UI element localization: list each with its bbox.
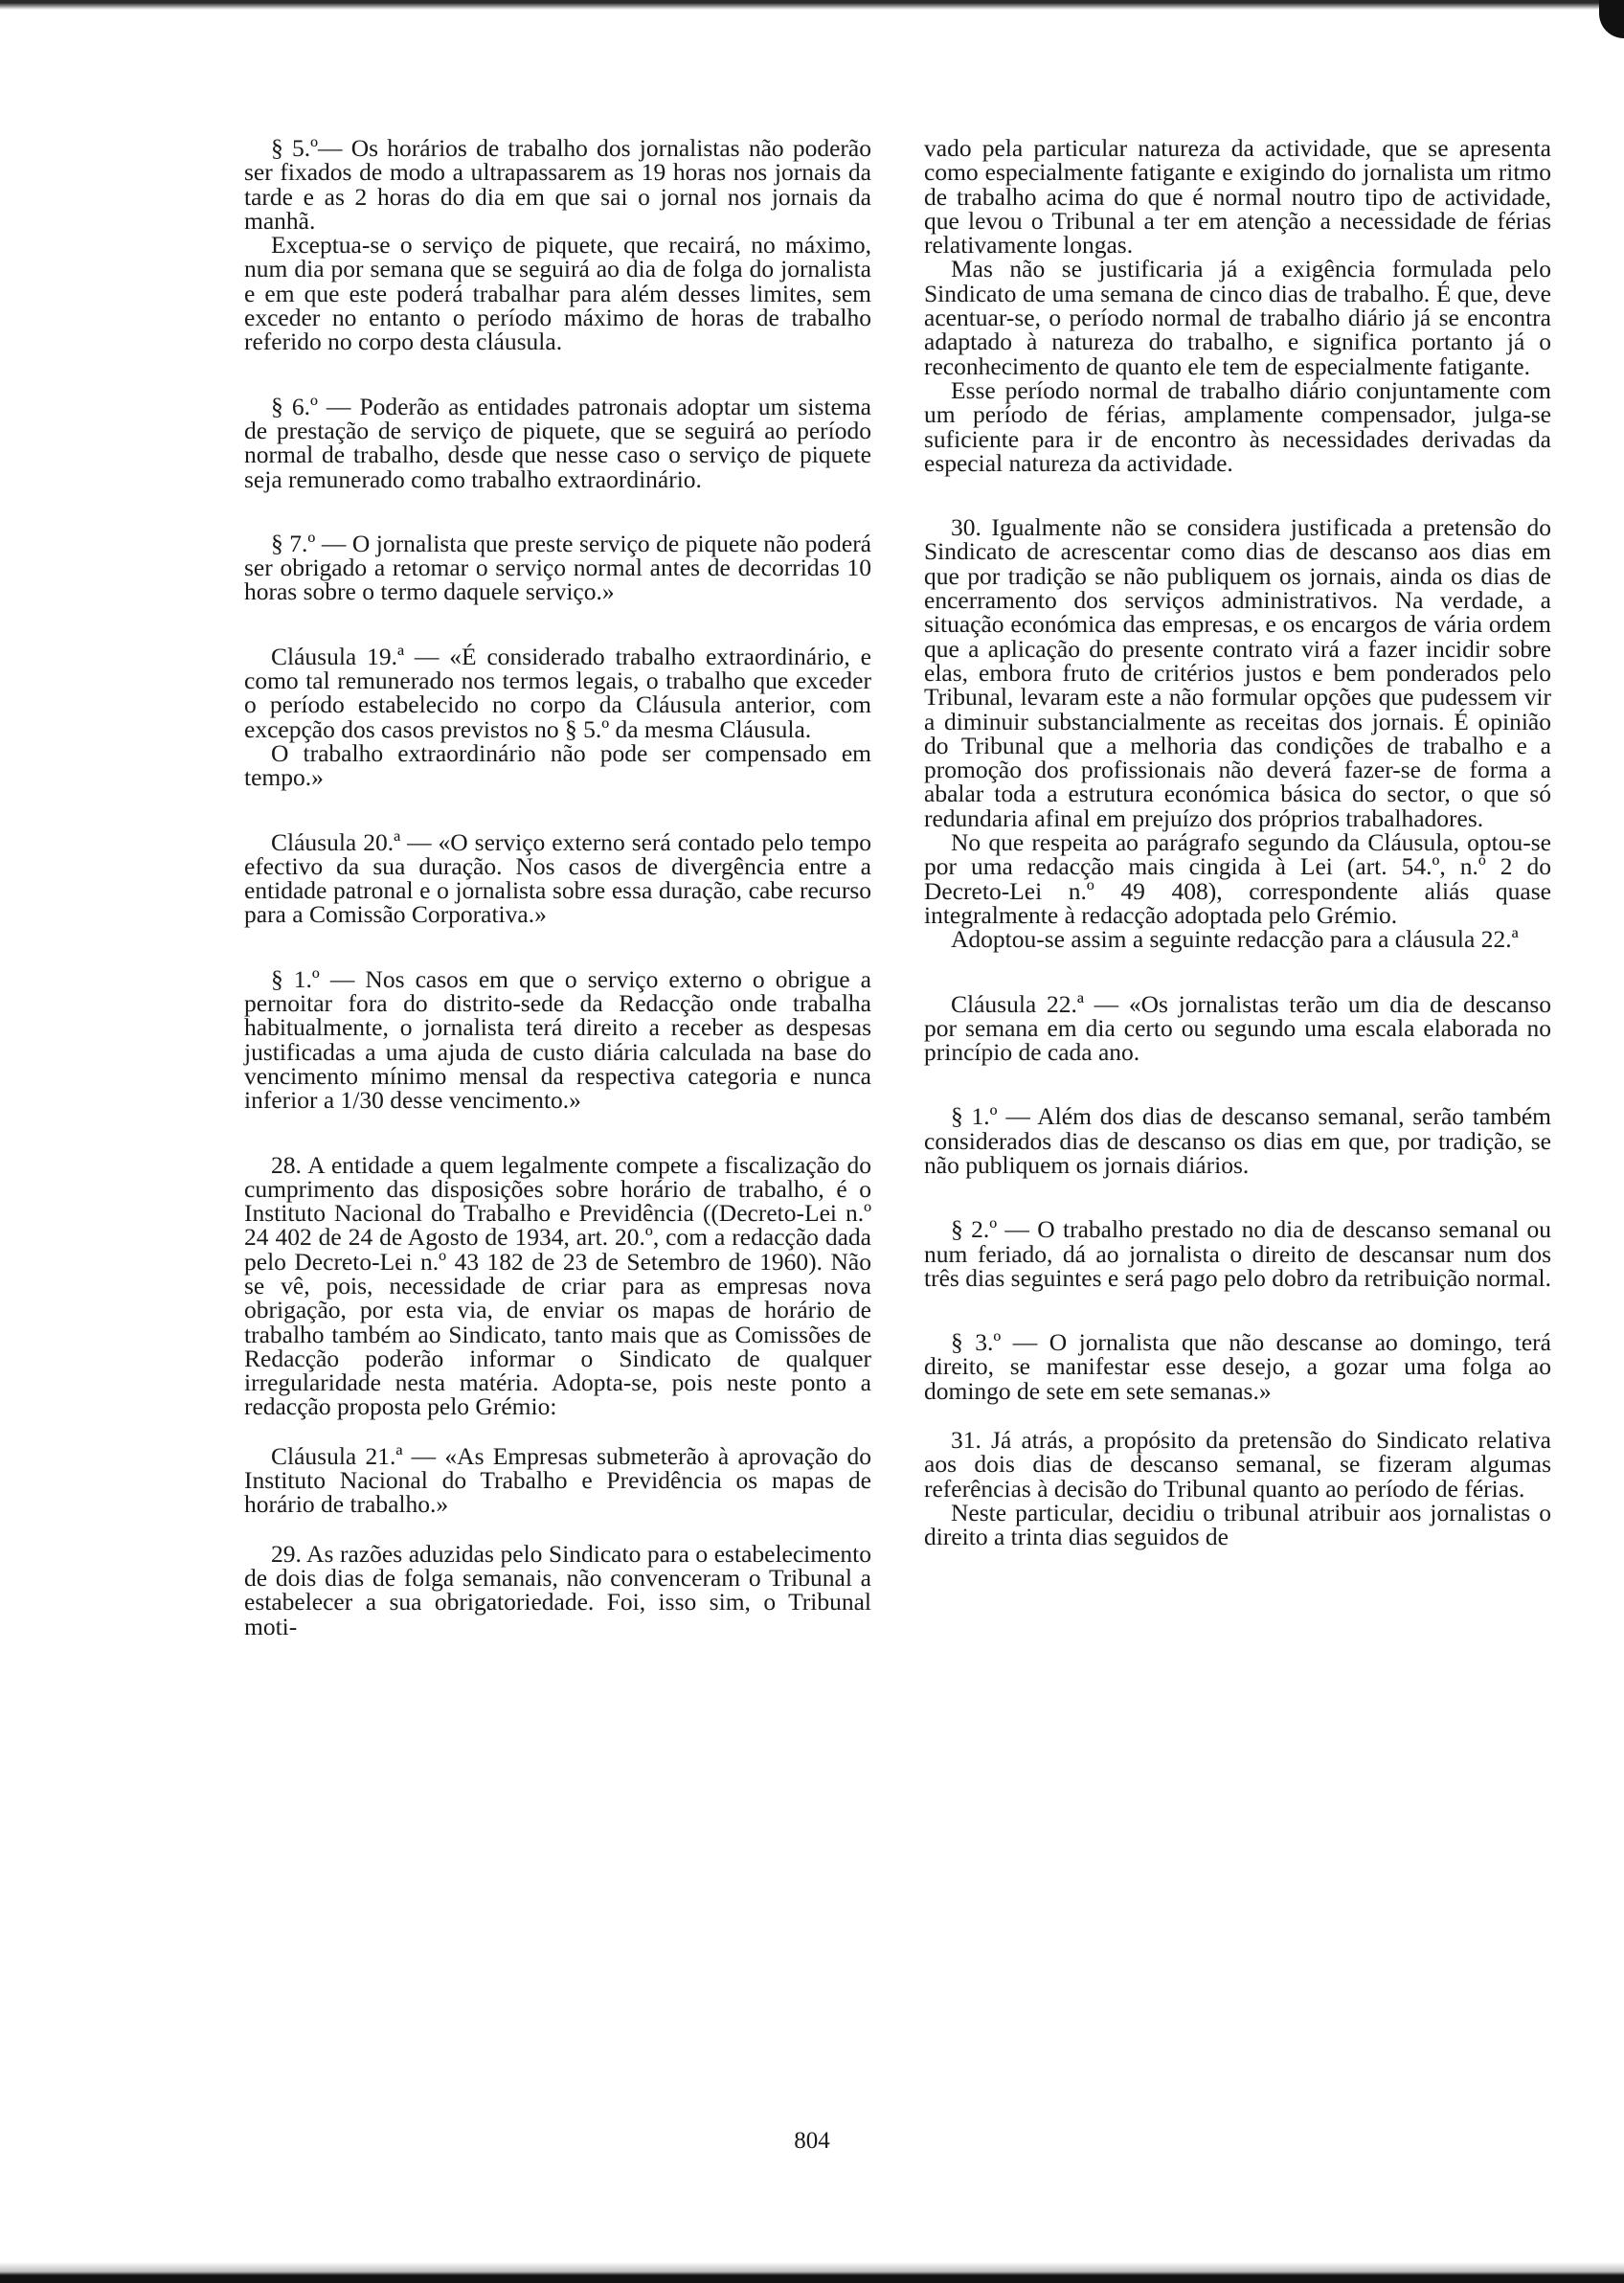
section-29: 29. As razões aduzidas pelo Sindicato para o estabelecimento de dois dias de folga semanais, não convenceram o Tribunal a estabelecer a sua obrigatoriedade. Foi, isso sim, o Tribunal moti-: [244, 1539, 871, 1640]
scan-edge-bottom: [0, 2262, 1624, 2283]
paragraph-20-1: § 1.º — Nos casos em que o serviço externo o obrigue a pernoitar fora do distrito-sede da Redacção onde trabalha habitualmente, o jornalista terá direito a receber as despesas justificadas a uma ajuda de custo diária calculada na base do vencimento mínimo mensal da respectiva categoria e nunca inferior a 1/30 desse vencimento.»: [244, 964, 871, 1115]
paragraph-cinco-dias: Mas não se justificaria já a exigência formulada pelo Sindicato de uma semana de cinco dias de trabalho. É que, deve acentuar-se, o período normal de trabalho diário já se encontra adaptado à natureza do trabalho, e significa portanto já o reconhecimento de quanto ele tem de especialmente fatigante.: [924, 255, 1551, 380]
paragraph-22-2: § 2.º — O trabalho prestado no dia de descanso semanal ou num feriado, dá ao jornalista o direito de descansar num dos três dias seguintes e será pago pelo dobro da retribuição normal.: [924, 1215, 1551, 1292]
paragraph-exceptua: Exceptua-se o serviço de piquete, que recairá, no máximo, num dia por semana que se seguirá ao dia de folga do jornalista e em que este poderá trabalhar para além desses limites, sem exceder no entanto o período máximo de horas de trabalho referido no corpo desta cláusula.: [244, 231, 871, 356]
clausula-21: Cláusula 21.ª — «As Empresas submeterão à aprovação do Instituto Nacional do Trabalho e Previdência os mapas de horário de trabalho.»: [244, 1441, 871, 1519]
clausula-19: Cláusula 19.ª — «É considerado trabalho extraordinário, e como tal remunerado nos termos legais, o trabalho que exceder o período estabelecido no corpo da Cláusula anterior, com excepção dos casos previstos no § 5.º da mesma Cláusula.: [244, 642, 871, 743]
section-28: 28. A entidade a quem legalmente compete a fiscalização do cumprimento das disposições sobre horário de trabalho, é o Instituto Nacional do Trabalho e Previdência ((Decreto-Lei n.º 24 402 de 24 de Agosto de 1934, art. 20.º, com a redacção dada pelo Decreto-Lei n.º 43 182 de 23 de Setembro de 1960). Não se vê, pois, necessidade de criar para as empresas nova obrigação, por esta via, de enviar os mapas de horário de trabalho também ao Sindicato, tanto mais que as Comissões de Redacção poderão informar o Sindicato de qualquer irregularidade nesta matéria. Adopta-se, pois neste ponto a redacção proposta pelo Grémio:: [244, 1150, 871, 1421]
paragraph-7: § 7.º — O jornalista que preste serviço de piquete não poderá ser obrigado a retomar o serviço normal antes de decorridas 10 horas sobre o termo daquele serviço.»: [244, 529, 871, 606]
page-number: 804: [794, 2128, 830, 2154]
left-column: [244, 136, 871, 1639]
paragraph-22-3: § 3.º — O jornalista que não descanse ao domingo, terá direito, se manifestar esse desejo, a gozar uma folga ao domingo de sete em sete semanas.»: [924, 1328, 1551, 1405]
section-30: 30. Igualmente não se considera justificada a pretensão do Sindicato de acrescentar como dias de descanso aos dias em que por tradição se não publiquem os jornais, ainda os dias de encerramento dos serviços administrativos. Na verdade, a situação económica das empresas, e os encargos de vária ordem que a aplicação do presente contrato virá a fazer incidir sobre elas, embora fruto de critérios justos e bem ponderados pelo Tribunal, levaram este a não formular opções que pudessem vir a diminuir substancialmente as receitas dos jornais. É opinião do Tribunal que a melhoria das condições de trabalho e a promoção dos profissionais não deverá fazer-se de forma a abalar toda a estrutura económica básica do sector, o que só redundaria afinal em prejuízo dos próprios trabalhadores.: [924, 513, 1551, 832]
paragraph-adoptou: Adoptou-se assim a seguinte redacção para a cláusula 22.ª: [951, 925, 1519, 954]
paragraph-neste-particular: Neste particular, decidiu o tribunal atribuir aos jornalistas o direito a trinta dias seguidos de: [924, 1498, 1551, 1551]
paragraph-5: § 5.º— Os horários de trabalho dos jornalistas não poderão ser fixados de modo a ultrapassarem as 19 horas nos jornais da tarde e as 2 horas do dia em que sai o jornal nos jornais da manhã.: [244, 134, 871, 235]
paragraph-periodo-normal: Esse período normal de trabalho diário conjuntamente com um período de férias, amplamente compensador, julga-se suficiente para ir de encontro às necessidades derivadas da especial natureza da actividade.: [924, 375, 1551, 477]
scan-corner-shadow: [1599, 0, 1624, 38]
paragraph-continued: vado pela particular natureza da actividade, que se apresenta como especialmente fatigante e exigindo do jornalista um ritmo de trabalho acima do que é normal noutro tipo de actividade, que levou o Tribunal a ter em atenção a necessidade de férias relativamente longas.: [924, 134, 1551, 260]
scan-edge-top: [0, 0, 1624, 10]
section-31: 31. Já atrás, a propósito da pretensão do Sindicato relativa aos dois dias de descanso semanal, se fizeram algumas referências à decisão do Tribunal quanto ao período de férias.: [924, 1426, 1551, 1503]
paragraph-22-1: § 1.º — Além dos dias de descanso semanal, serão também considerados dias de descanso os dias em que, por tradição, se não publiquem os jornais diários.: [924, 1102, 1551, 1179]
paragraph-extraordinario: O trabalho extraordinário não pode ser compensado em tempo.»: [244, 738, 871, 792]
paragraph-6: § 6.º — Poderão as entidades patronais adoptar um sistema de prestação de serviço de piquete, que se seguirá ao período normal de trabalho, desde que nesse caso o serviço de piquete seja remunerado como trabalho extraordinário.: [244, 392, 871, 493]
right-column: [924, 136, 1551, 1549]
clausula-20: Cláusula 20.ª — «O serviço externo será contado pelo tempo efectivo da sua duração. Nos casos de divergência entre a entidade patronal e o jornalista sobre essa duração, cabe recurso para a Comissão Corporativa.»: [244, 827, 871, 929]
paragraph-paragrafo-segundo: No que respeita ao parágrafo segundo da Cláusula, optou-se por uma redacção mais cingida à Lei (art. 54.º, n.º 2 do Decreto-Lei n.º 49 408), correspondente aliás quase integralmente à redacção adoptada pelo Grémio.: [924, 828, 1551, 929]
clausula-22: Cláusula 22.ª — «Os jornalistas terão um dia de descanso por semana em dia certo ou segundo uma escala elaborada no princípio de cada ano.: [924, 989, 1551, 1067]
